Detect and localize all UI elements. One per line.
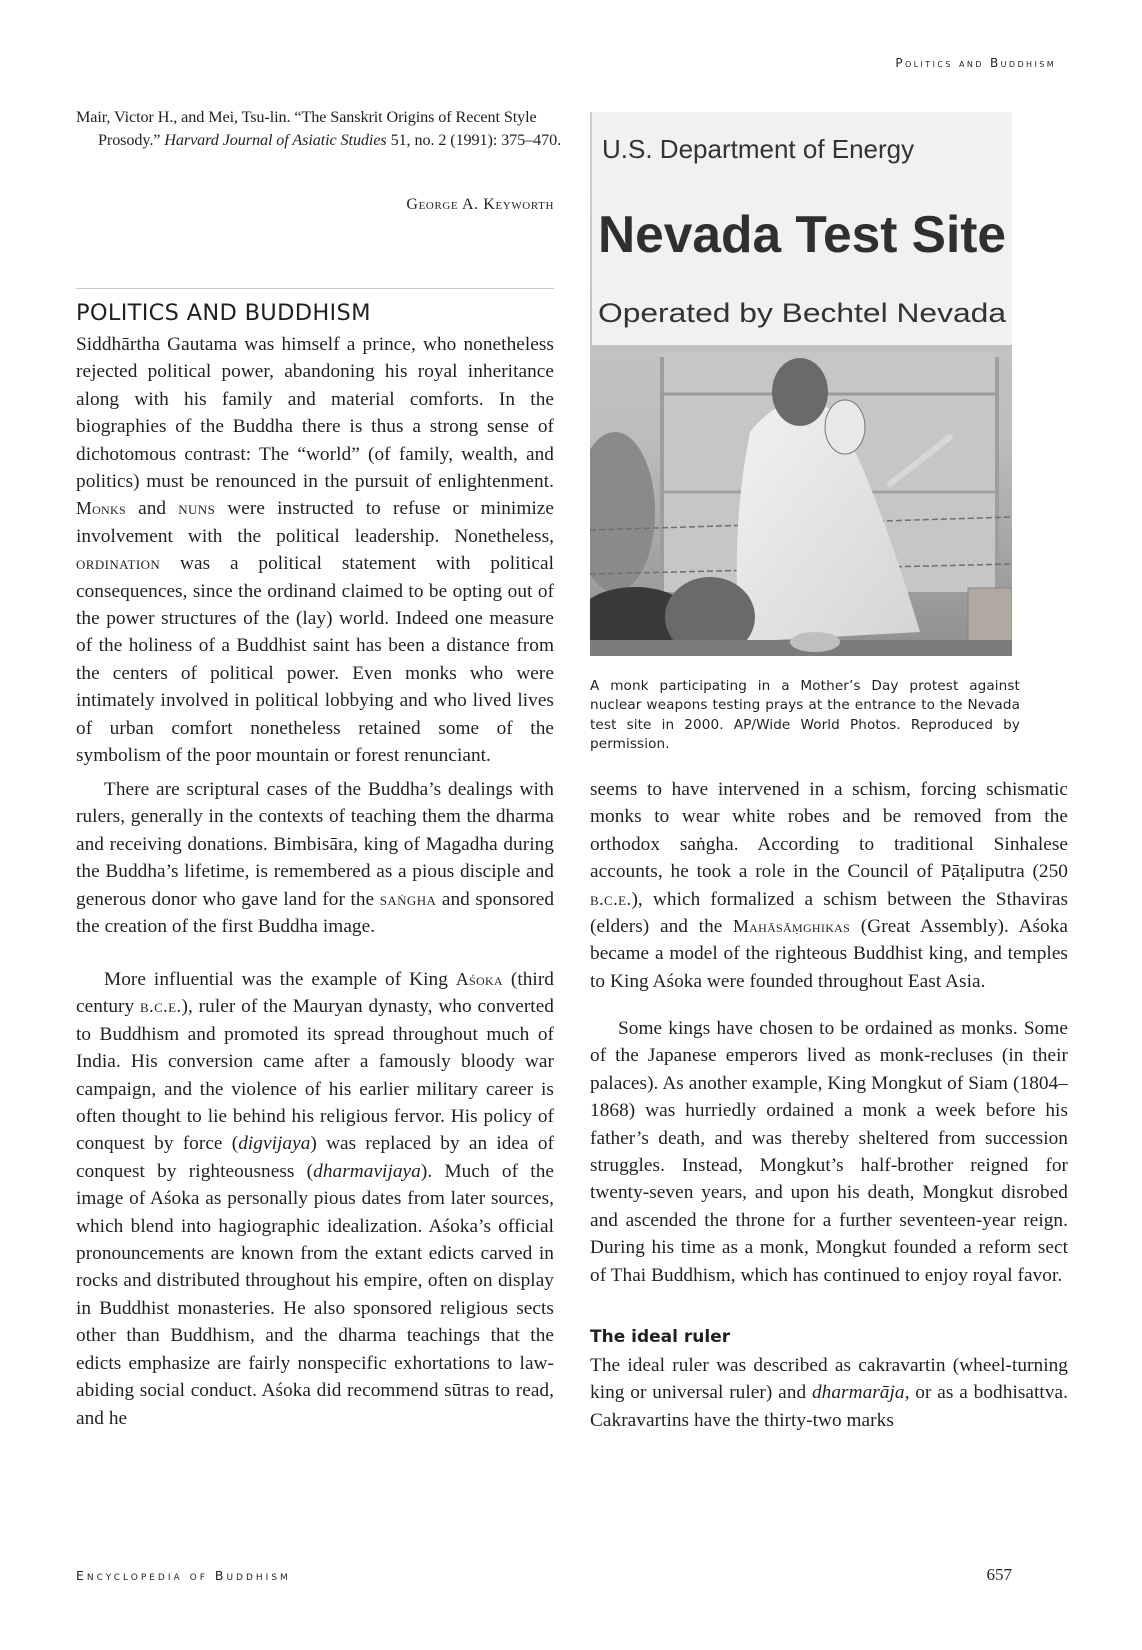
term-digvijaya: digvijaya <box>238 1133 311 1155</box>
running-head: Politics and Buddhism <box>895 56 1056 70</box>
cross-ref-monks[interactable]: Monks <box>76 498 126 519</box>
cross-ref-mahasamghikas[interactable]: Mahāsāṃghikas <box>733 916 851 937</box>
footer-book-title: Encyclopedia of Buddhism <box>76 1568 291 1583</box>
era-bce: b.c.e. <box>140 996 182 1017</box>
sign-line-3: Operated by Bechtel Nevada <box>598 298 1008 328</box>
subheading-ideal-ruler: The ideal ruler <box>590 1327 731 1347</box>
bib-citation-text: Mair, Victor H., and Mei, Tsu-lin. “The Sanskrit Origins of Recent Style Prosody.” <box>76 108 537 149</box>
text-run: ) was replaced by an idea of conquest by righteousness ( <box>76 1133 554 1182</box>
era-bce: b.c.e. <box>590 888 632 909</box>
paragraph-4 <box>590 776 1068 995</box>
monk-head <box>772 358 828 426</box>
cross-ref-asoka[interactable]: Aśoka <box>455 969 503 989</box>
term-dharmavijaya: dharmavijaya <box>313 1160 421 1182</box>
cross-ref-ordination[interactable]: ordination <box>76 553 161 574</box>
figure-photo-nevada-test-site <box>590 112 1012 656</box>
text-run: and <box>125 498 179 520</box>
fence-post <box>995 357 999 607</box>
text-run: More influential was the example of King <box>104 969 456 990</box>
paragraph-6 <box>590 1352 1068 1434</box>
text-run: seems to have intervened in a schism, forcing schismatic monks to wear white robes and be removed from the orthodox saṅgha. According to traditional Sinhalese accounts, he took a role in the Council of Pāṭaliputra (250 <box>590 779 1068 883</box>
text-run: The ideal ruler was described as cakravartin (wheel-turning king or universal ruler) and <box>590 1355 1068 1404</box>
bib-journal-title: Harvard Journal of Asiatic Studies <box>164 130 387 149</box>
section-divider <box>76 288 554 289</box>
text-run: and sponsored the creation of the first Buddha image. <box>76 888 555 938</box>
text-run: or as a bodhisattva. Cakravartins have the thirty-two marks <box>590 1382 1068 1431</box>
text-run: Siddhārtha Gautama was himself a prince, who nonetheless rejected political power, abandoning his royal inheritance along with his family and material comforts. In the biographies of the Buddha there is thus a strong sense of dichotomous contrast: The “world” (of family, wealth, and politics) must be renounced in the pursuit of enlightenment. <box>76 334 554 493</box>
figure-caption: A monk participating in a Mother’s Day protest against nuclear weapons testing prays at the entrance to the Nevada test site in 2000. AP/Wide World Photos. Reproduced by permission. <box>590 678 1020 752</box>
cross-ref-sangha[interactable]: saṅgha <box>379 888 437 909</box>
term-dharmaraja: dharmarāja, <box>811 1382 910 1404</box>
paragraph-1 <box>76 331 554 770</box>
cross-ref-nuns[interactable]: nuns <box>178 498 216 519</box>
text-run: ). Much of the image of Aśoka as personally pious dates from later sources, which blend into hagiographic idealization. Aśoka’s official pronouncements are known from the extant edicts carved in rocks and distributed throughout his empire, often on display in Buddhist monasteries. He also sponsored religious sects other than Buddhism, and the dharma teachings that the edicts emphasize are fairly nonspecific exhortations to law-abiding social conduct. Aśoka did recommend sūtras to read, and he <box>76 1160 554 1429</box>
rock <box>790 632 840 652</box>
bibliography-entry <box>76 106 576 151</box>
photo-illustration <box>590 112 1012 656</box>
article-author: George A. Keyworth <box>406 196 554 213</box>
text-run: (Great Assembly). Aśoka became a model of the righteous Buddhist king, and temples to King Aśoka were founded throughout East Asia. <box>590 916 1068 992</box>
sign-line-2: Nevada Test Site <box>598 206 1006 264</box>
text-run: (third century <box>76 969 554 1018</box>
article-title: POLITICS AND BUDDHISM <box>76 300 371 326</box>
paragraph-2 <box>76 776 554 940</box>
bib-citation-tail: 51, no. 2 (1991): 375–470. <box>386 130 562 149</box>
text-run: There are scriptural cases of the Buddha’s dealings with rulers, generally in the contexts of teaching them the dharma and receiving donations. Bimbisāra, king of Magadha during the Buddha’s lifetime, is remembered as a pious disciple and generous donor who gave land for the <box>76 779 554 910</box>
prayer-drum <box>825 400 865 454</box>
sign-line-1: U.S. Department of Energy <box>602 134 915 164</box>
text-run: were instructed to refuse or minimize involvement with the political leadership. Nonetheless, <box>76 498 554 547</box>
paragraph-3 <box>76 966 554 1432</box>
text-run: ), ruler of the Mauryan dynasty, who converted to Buddhism and promoted its spread throughout much of India. His conversion came after a famously bloody war campaign, and the violence of his earlier military career is often thought to lie behind his religious fervor. His policy of conquest by force ( <box>76 996 554 1155</box>
page-number: 657 <box>986 1565 1012 1584</box>
text-run: ), which formalized a schism between the Sthaviras (elders) and the <box>590 888 1068 938</box>
paragraph-5: Some kings have chosen to be ordained as monks. Some of the Japanese emperors lived as monk-recluses (in their palaces). As another example, King Mongkut of Siam (1804–1868) was hurriedly ordained a monk a week before his father’s death, and was thereby sheltered from succession struggles. Instead, Mongkut’s half-brother reigned for twenty-seven years, and upon his death, Mongkut disrobed and ascended the throne for a further seventeen-year reign. During his time as a monk, Mongkut founded a reform sect of Thai Buddhism, which has continued to enjoy royal favor. <box>590 1018 1068 1286</box>
text-run: was a political statement with political consequences, since the ordinand claimed to be opting out of the power structures of the (lay) world. Indeed one measure of the holiness of a Buddhist saint has been a distance from the centers of political power. Even monks who were intimately involved in political lobbying and who lived lives of urban comfort nonetheless retained some of the symbolism of the poor mountain or forest renunciant. <box>76 553 554 767</box>
